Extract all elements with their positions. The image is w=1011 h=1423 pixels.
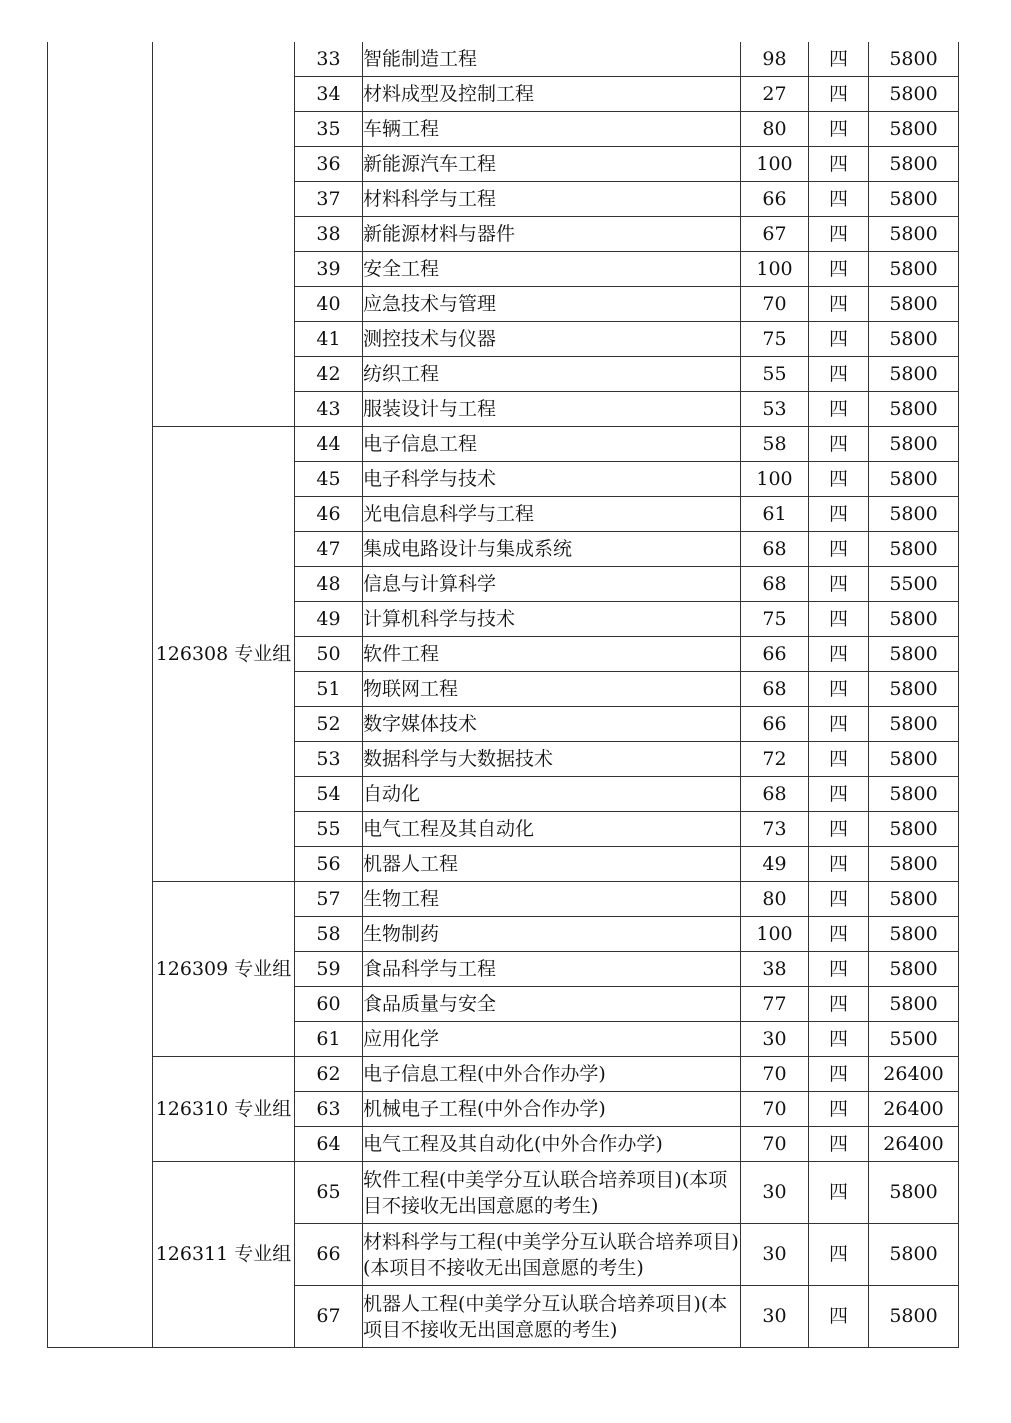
table-row bbox=[48, 1057, 959, 1092]
duration-cell: 四 bbox=[809, 252, 869, 287]
quota-cell: 75 bbox=[741, 322, 809, 357]
quota-cell: 53 bbox=[741, 392, 809, 427]
tuition-fee-cell: 5500 bbox=[869, 1022, 959, 1057]
major-name-cell: 食品科学与工程 bbox=[363, 952, 741, 987]
group-cell bbox=[153, 42, 295, 427]
tuition-fee-cell: 5800 bbox=[869, 952, 959, 987]
row-number-cell: 42 bbox=[295, 357, 363, 392]
major-name-cell: 电气工程及其自动化(中外合作办学) bbox=[363, 1127, 741, 1162]
row-number-cell: 58 bbox=[295, 917, 363, 952]
major-name-cell: 材料科学与工程 bbox=[363, 182, 741, 217]
row-number-cell: 47 bbox=[295, 532, 363, 567]
table-row bbox=[48, 882, 959, 917]
row-number-cell: 46 bbox=[295, 497, 363, 532]
major-name-cell: 软件工程 bbox=[363, 637, 741, 672]
quota-cell: 75 bbox=[741, 602, 809, 637]
tuition-fee-cell: 5800 bbox=[869, 462, 959, 497]
row-number-cell: 65 bbox=[295, 1162, 363, 1224]
major-name-cell: 机器人工程 bbox=[363, 847, 741, 882]
duration-cell: 四 bbox=[809, 42, 869, 77]
duration-cell: 四 bbox=[809, 567, 869, 602]
row-number-cell: 40 bbox=[295, 287, 363, 322]
duration-cell: 四 bbox=[809, 1092, 869, 1127]
tuition-fee-cell: 5800 bbox=[869, 217, 959, 252]
duration-cell: 四 bbox=[809, 777, 869, 812]
row-number-cell: 41 bbox=[295, 322, 363, 357]
row-number-cell: 33 bbox=[295, 42, 363, 77]
duration-cell: 四 bbox=[809, 217, 869, 252]
quota-cell: 100 bbox=[741, 252, 809, 287]
duration-cell: 四 bbox=[809, 1057, 869, 1092]
duration-cell: 四 bbox=[809, 637, 869, 672]
row-number-cell: 63 bbox=[295, 1092, 363, 1127]
row-number-cell: 60 bbox=[295, 987, 363, 1022]
row-number-cell: 36 bbox=[295, 147, 363, 182]
quota-cell: 72 bbox=[741, 742, 809, 777]
duration-cell: 四 bbox=[809, 1162, 869, 1224]
row-number-cell: 56 bbox=[295, 847, 363, 882]
tuition-fee-cell: 26400 bbox=[869, 1057, 959, 1092]
row-number-cell: 49 bbox=[295, 602, 363, 637]
duration-cell: 四 bbox=[809, 952, 869, 987]
major-name-cell: 新能源汽车工程 bbox=[363, 147, 741, 182]
duration-cell: 四 bbox=[809, 707, 869, 742]
institution-cell bbox=[48, 42, 153, 1348]
major-name-cell: 电子信息工程(中外合作办学) bbox=[363, 1057, 741, 1092]
quota-cell: 70 bbox=[741, 1057, 809, 1092]
major-name-cell: 软件工程(中美学分互认联合培养项目)(本项目不接收无出国意愿的考生) bbox=[363, 1162, 741, 1224]
duration-cell: 四 bbox=[809, 532, 869, 567]
tuition-fee-cell: 5800 bbox=[869, 882, 959, 917]
major-name-cell: 机器人工程(中美学分互认联合培养项目)(本项目不接收无出国意愿的考生) bbox=[363, 1286, 741, 1348]
quota-cell: 68 bbox=[741, 567, 809, 602]
tuition-fee-cell: 5800 bbox=[869, 287, 959, 322]
major-name-cell: 生物工程 bbox=[363, 882, 741, 917]
duration-cell: 四 bbox=[809, 917, 869, 952]
quota-cell: 27 bbox=[741, 77, 809, 112]
quota-cell: 30 bbox=[741, 1162, 809, 1224]
duration-cell: 四 bbox=[809, 357, 869, 392]
major-name-cell: 材料成型及控制工程 bbox=[363, 77, 741, 112]
tuition-fee-cell: 5800 bbox=[869, 392, 959, 427]
major-name-cell: 计算机科学与技术 bbox=[363, 602, 741, 637]
row-number-cell: 50 bbox=[295, 637, 363, 672]
row-number-cell: 66 bbox=[295, 1224, 363, 1286]
quota-cell: 66 bbox=[741, 637, 809, 672]
row-number-cell: 39 bbox=[295, 252, 363, 287]
quota-cell: 98 bbox=[741, 42, 809, 77]
quota-cell: 30 bbox=[741, 1022, 809, 1057]
major-name-cell: 应用化学 bbox=[363, 1022, 741, 1057]
row-number-cell: 64 bbox=[295, 1127, 363, 1162]
duration-cell: 四 bbox=[809, 462, 869, 497]
duration-cell: 四 bbox=[809, 602, 869, 637]
row-number-cell: 67 bbox=[295, 1286, 363, 1348]
tuition-fee-cell: 26400 bbox=[869, 1092, 959, 1127]
tuition-fee-cell: 5800 bbox=[869, 1162, 959, 1224]
row-number-cell: 35 bbox=[295, 112, 363, 147]
tuition-fee-cell: 26400 bbox=[869, 1127, 959, 1162]
row-number-cell: 37 bbox=[295, 182, 363, 217]
major-name-cell: 材料科学与工程(中美学分互认联合培养项目)(本项目不接收无出国意愿的考生) bbox=[363, 1224, 741, 1286]
tuition-fee-cell: 5800 bbox=[869, 322, 959, 357]
group-cell: 126309 专业组 bbox=[153, 882, 295, 1057]
quota-cell: 61 bbox=[741, 497, 809, 532]
quota-cell: 67 bbox=[741, 217, 809, 252]
tuition-fee-cell: 5800 bbox=[869, 707, 959, 742]
quota-cell: 66 bbox=[741, 182, 809, 217]
row-number-cell: 62 bbox=[295, 1057, 363, 1092]
quota-cell: 100 bbox=[741, 917, 809, 952]
major-name-cell: 电气工程及其自动化 bbox=[363, 812, 741, 847]
duration-cell: 四 bbox=[809, 427, 869, 462]
tuition-fee-cell: 5800 bbox=[869, 182, 959, 217]
duration-cell: 四 bbox=[809, 882, 869, 917]
major-name-cell: 食品质量与安全 bbox=[363, 987, 741, 1022]
row-number-cell: 54 bbox=[295, 777, 363, 812]
major-name-cell: 测控技术与仪器 bbox=[363, 322, 741, 357]
major-name-cell: 数字媒体技术 bbox=[363, 707, 741, 742]
major-name-cell: 新能源材料与器件 bbox=[363, 217, 741, 252]
tuition-fee-cell: 5800 bbox=[869, 112, 959, 147]
row-number-cell: 55 bbox=[295, 812, 363, 847]
major-name-cell: 物联网工程 bbox=[363, 672, 741, 707]
quota-cell: 68 bbox=[741, 777, 809, 812]
tuition-fee-cell: 5800 bbox=[869, 987, 959, 1022]
quota-cell: 77 bbox=[741, 987, 809, 1022]
quota-cell: 100 bbox=[741, 462, 809, 497]
quota-cell: 100 bbox=[741, 147, 809, 182]
table-row bbox=[48, 42, 959, 77]
row-number-cell: 45 bbox=[295, 462, 363, 497]
duration-cell: 四 bbox=[809, 392, 869, 427]
duration-cell: 四 bbox=[809, 497, 869, 532]
tuition-fee-cell: 5800 bbox=[869, 497, 959, 532]
tuition-fee-cell: 5800 bbox=[869, 357, 959, 392]
duration-cell: 四 bbox=[809, 742, 869, 777]
major-name-cell: 电子科学与技术 bbox=[363, 462, 741, 497]
row-number-cell: 34 bbox=[295, 77, 363, 112]
row-number-cell: 51 bbox=[295, 672, 363, 707]
tuition-fee-cell: 5800 bbox=[869, 602, 959, 637]
quota-cell: 80 bbox=[741, 882, 809, 917]
tuition-fee-cell: 5800 bbox=[869, 1224, 959, 1286]
tuition-fee-cell: 5800 bbox=[869, 637, 959, 672]
quota-cell: 70 bbox=[741, 287, 809, 322]
tuition-fee-cell: 5500 bbox=[869, 567, 959, 602]
tuition-fee-cell: 5800 bbox=[869, 847, 959, 882]
major-name-cell: 安全工程 bbox=[363, 252, 741, 287]
quota-cell: 68 bbox=[741, 672, 809, 707]
major-name-cell: 服装设计与工程 bbox=[363, 392, 741, 427]
major-name-cell: 自动化 bbox=[363, 777, 741, 812]
major-name-cell: 智能制造工程 bbox=[363, 42, 741, 77]
quota-cell: 55 bbox=[741, 357, 809, 392]
tuition-fee-cell: 5800 bbox=[869, 917, 959, 952]
tuition-fee-cell: 5800 bbox=[869, 742, 959, 777]
tuition-fee-cell: 5800 bbox=[869, 252, 959, 287]
major-name-cell: 生物制药 bbox=[363, 917, 741, 952]
duration-cell: 四 bbox=[809, 287, 869, 322]
quota-cell: 49 bbox=[741, 847, 809, 882]
tuition-fee-cell: 5800 bbox=[869, 532, 959, 567]
row-number-cell: 43 bbox=[295, 392, 363, 427]
major-name-cell: 光电信息科学与工程 bbox=[363, 497, 741, 532]
row-number-cell: 38 bbox=[295, 217, 363, 252]
enrollment-plan-table bbox=[47, 42, 959, 1348]
group-cell: 126308 专业组 bbox=[153, 427, 295, 882]
tuition-fee-cell: 5800 bbox=[869, 777, 959, 812]
duration-cell: 四 bbox=[809, 812, 869, 847]
tuition-fee-cell: 5800 bbox=[869, 672, 959, 707]
table-row bbox=[48, 427, 959, 462]
duration-cell: 四 bbox=[809, 112, 869, 147]
tuition-fee-cell: 5800 bbox=[869, 1286, 959, 1348]
row-number-cell: 59 bbox=[295, 952, 363, 987]
row-number-cell: 52 bbox=[295, 707, 363, 742]
quota-cell: 68 bbox=[741, 532, 809, 567]
major-name-cell: 纺织工程 bbox=[363, 357, 741, 392]
duration-cell: 四 bbox=[809, 987, 869, 1022]
tuition-fee-cell: 5800 bbox=[869, 812, 959, 847]
quota-cell: 58 bbox=[741, 427, 809, 462]
row-number-cell: 48 bbox=[295, 567, 363, 602]
major-name-cell: 机械电子工程(中外合作办学) bbox=[363, 1092, 741, 1127]
row-number-cell: 53 bbox=[295, 742, 363, 777]
duration-cell: 四 bbox=[809, 182, 869, 217]
major-name-cell: 数据科学与大数据技术 bbox=[363, 742, 741, 777]
row-number-cell: 61 bbox=[295, 1022, 363, 1057]
tuition-fee-cell: 5800 bbox=[869, 147, 959, 182]
table-row bbox=[48, 1162, 959, 1224]
duration-cell: 四 bbox=[809, 1022, 869, 1057]
duration-cell: 四 bbox=[809, 147, 869, 182]
quota-cell: 70 bbox=[741, 1092, 809, 1127]
quota-cell: 80 bbox=[741, 112, 809, 147]
duration-cell: 四 bbox=[809, 1127, 869, 1162]
duration-cell: 四 bbox=[809, 1286, 869, 1348]
group-cell: 126311 专业组 bbox=[153, 1162, 295, 1348]
duration-cell: 四 bbox=[809, 77, 869, 112]
major-name-cell: 应急技术与管理 bbox=[363, 287, 741, 322]
major-name-cell: 电子信息工程 bbox=[363, 427, 741, 462]
major-name-cell: 集成电路设计与集成系统 bbox=[363, 532, 741, 567]
quota-cell: 30 bbox=[741, 1286, 809, 1348]
tuition-fee-cell: 5800 bbox=[869, 42, 959, 77]
quota-cell: 38 bbox=[741, 952, 809, 987]
major-name-cell: 车辆工程 bbox=[363, 112, 741, 147]
quota-cell: 70 bbox=[741, 1127, 809, 1162]
tuition-fee-cell: 5800 bbox=[869, 427, 959, 462]
row-number-cell: 44 bbox=[295, 427, 363, 462]
quota-cell: 66 bbox=[741, 707, 809, 742]
group-cell: 126310 专业组 bbox=[153, 1057, 295, 1162]
tuition-fee-cell: 5800 bbox=[869, 77, 959, 112]
quota-cell: 73 bbox=[741, 812, 809, 847]
quota-cell: 30 bbox=[741, 1224, 809, 1286]
major-name-cell: 信息与计算科学 bbox=[363, 567, 741, 602]
duration-cell: 四 bbox=[809, 1224, 869, 1286]
duration-cell: 四 bbox=[809, 322, 869, 357]
row-number-cell: 57 bbox=[295, 882, 363, 917]
duration-cell: 四 bbox=[809, 672, 869, 707]
duration-cell: 四 bbox=[809, 847, 869, 882]
